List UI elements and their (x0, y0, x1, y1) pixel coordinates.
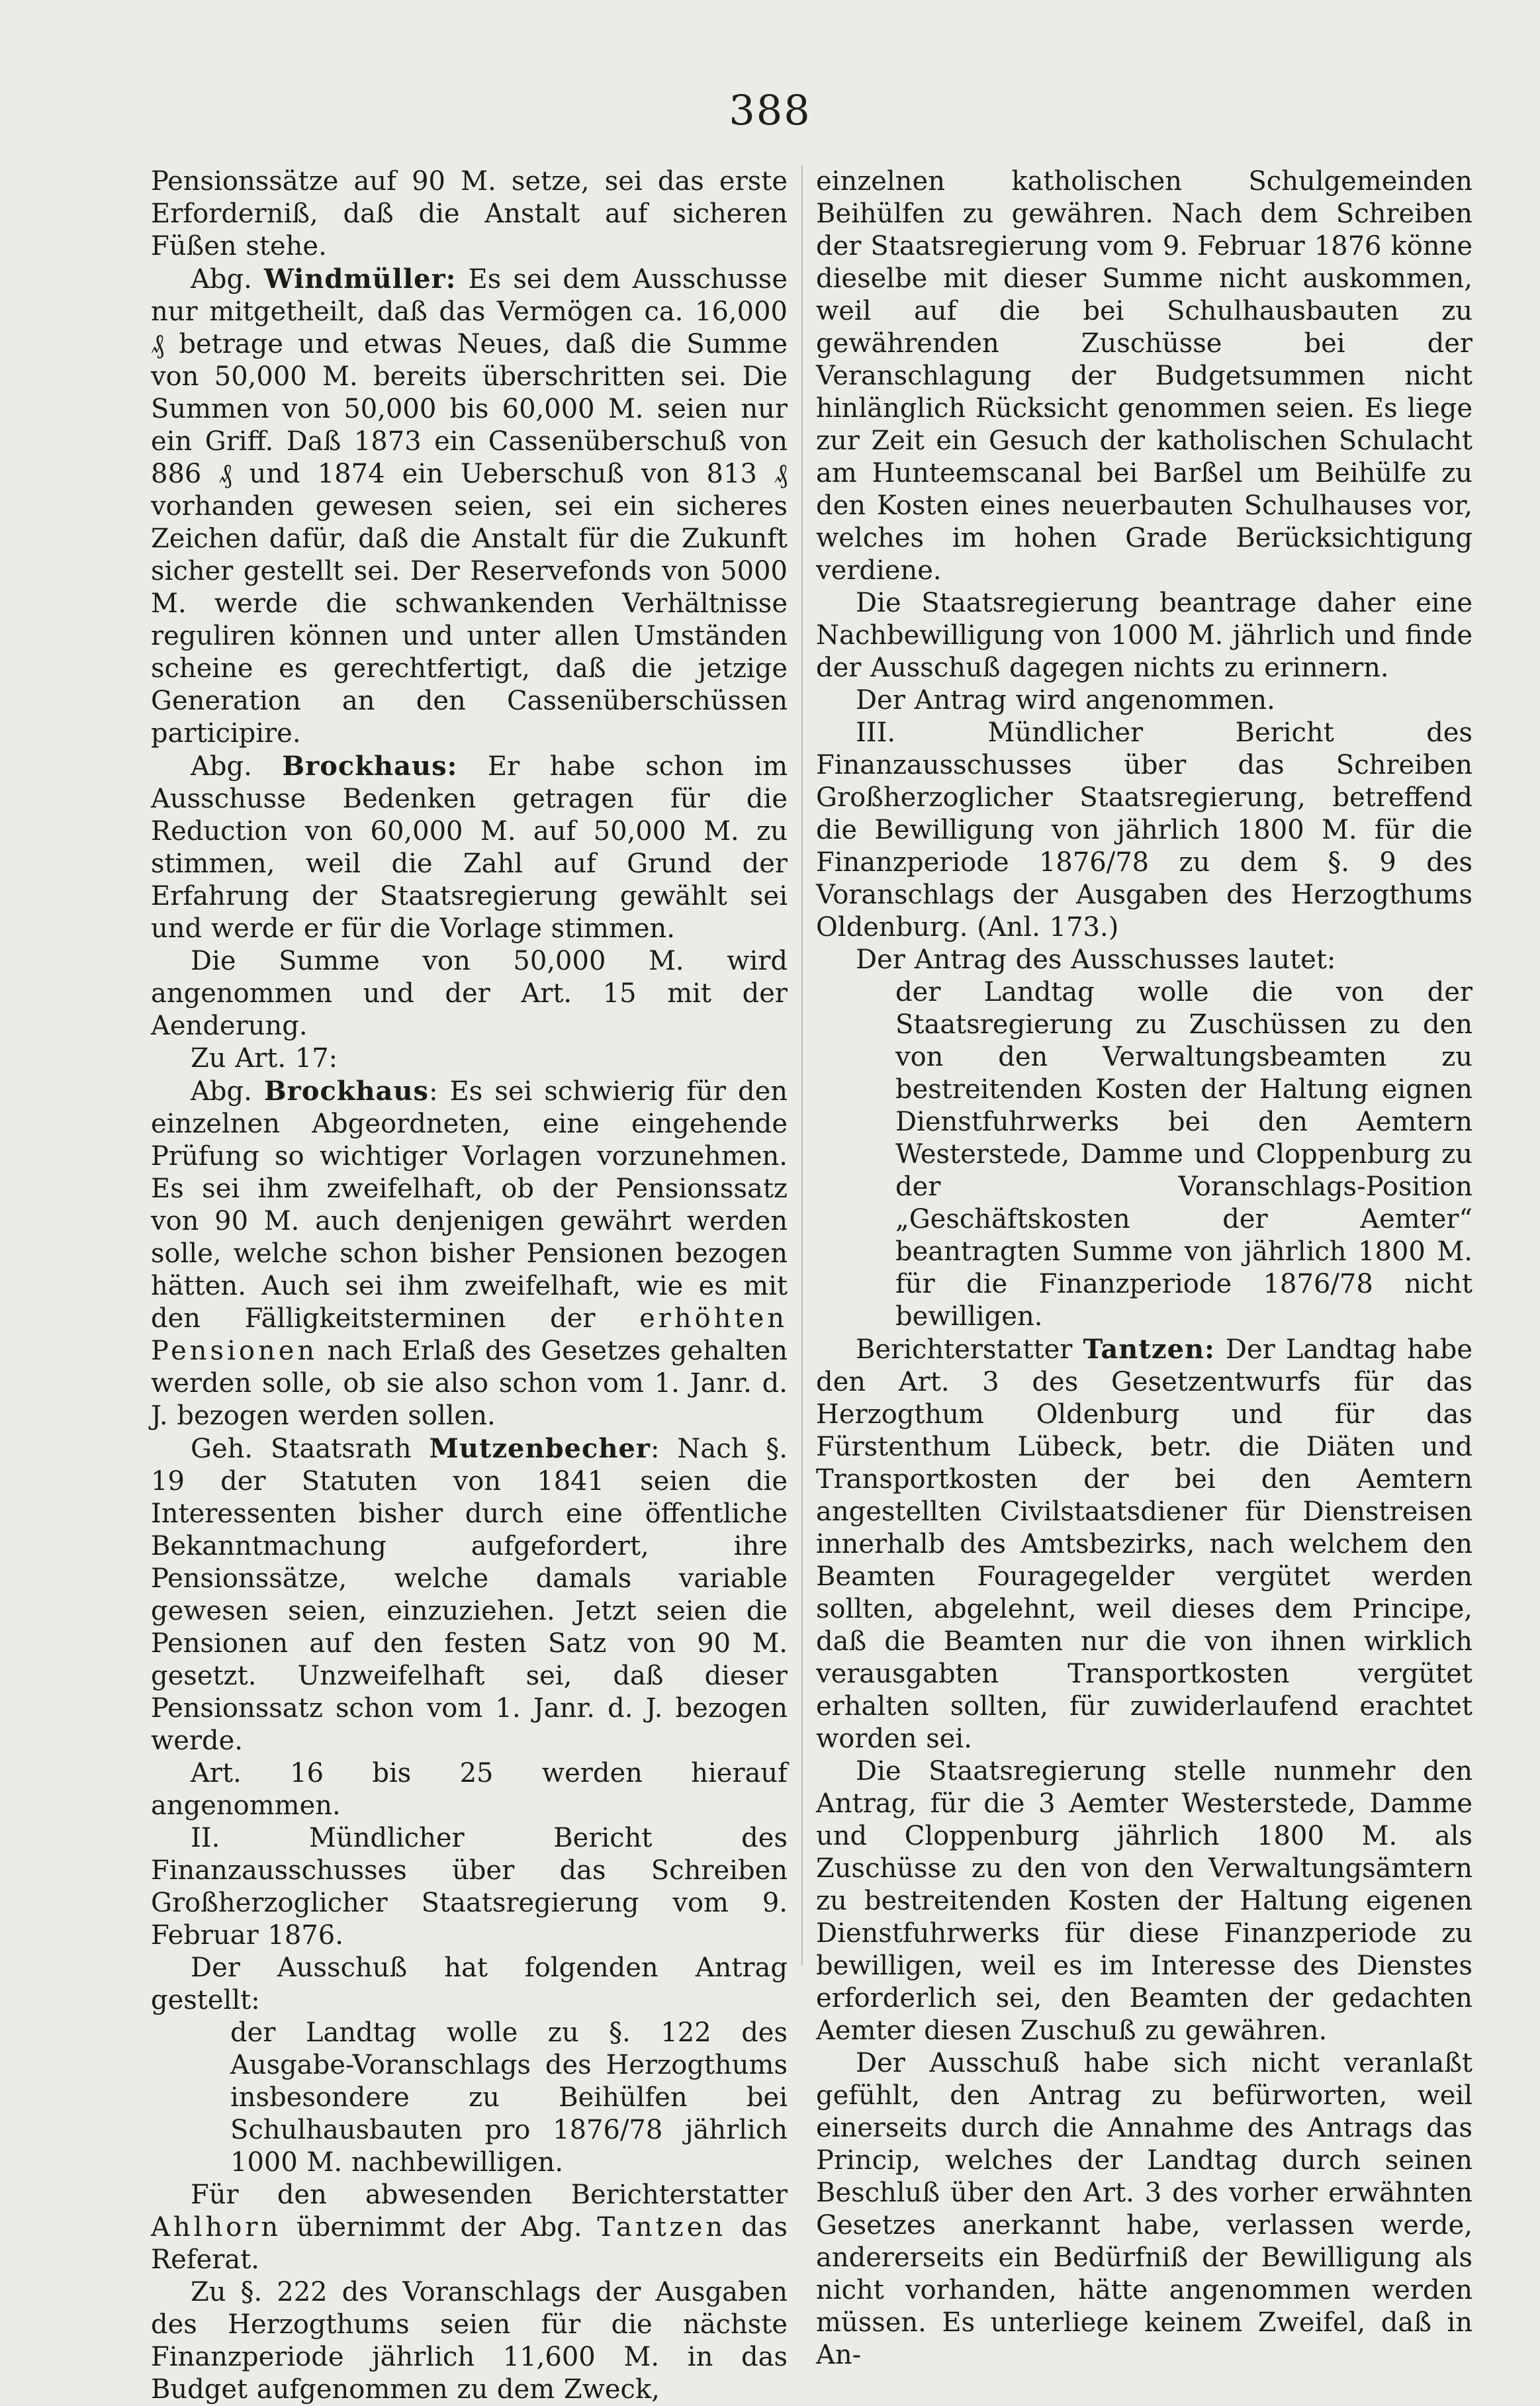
paragraph: Der Antrag wird angenommen. (856, 685, 1275, 716)
right-column (816, 165, 1472, 2372)
speaker-paragraph: Abg. Windmüller: Es sei dem Ausschusse nur mitgetheilt, daß das Vermögen ca. 16,000 ₰ betrage und etwas Neues, daß die Summe von 50,000 M. bereits überschritten sei. Die Summen von 50,000 bis 60,000 M. seien nur ein Griff. Daß 1873 ein Cassenüberschuß von 886 ₰ und 1874 ein Ueberschuß von 813 ₰ vorhanden gewesen seien, sei ein sicheres Zeichen dafür, daß die Anstalt für die Zukunft sicher gestellt sei. Der Reservefonds von 5000 M. werde die schwankenden Verhältnisse reguliren können und unter allen Umständen scheine es gerechtfertigt, daß die jetzige Generation an den Cassenüberschüssen participire. (151, 263, 788, 749)
paragraph: Art. 16 bis 25 werden hierauf angenommen. (151, 1758, 788, 1821)
speaker-name: Mutzenbecher (429, 1433, 651, 1464)
report-heading: III. Mündlicher Bericht des Finanzausschusses über das Schreiben Großherzoglicher Staatsregierung, betreffend die Bewilligung von jährlich 1800 M. für die Finanzperiode 1876/78 zu dem §. 9 des Voranschlags der Ausgaben des Herzogthums Oldenburg. (Anl. 173.) (816, 717, 1472, 943)
paragraph: Die Summe von 50,000 M. wird angenommen und der Art. 15 mit der Aenderung. (151, 946, 788, 1041)
speaker-name: Brockhaus: (282, 751, 458, 782)
motion-block: der Landtag wolle die von der Staatsregierung zu Zuschüssen zu den von den Verwaltungsbeamten zu bestreitenden Kosten der Haltung eignen Dienstfuhrwerks bei den Aemtern Westerstede, Damme und Cloppenburg zu der Voranschlags-Position „Geschäftskosten der Aemter“ beantragten Summe von jährlich 1800 M. für die Finanzperiode 1876/78 nicht bewilligen. (895, 977, 1472, 1332)
paragraph: Der Ausschuß habe sich nicht veranlaßt gefühlt, den Antrag zu befürworten, weil einerseits durch die Annahme des Antrags das Princip, welches der Landtag durch seinen Beschluß über den Art. 3 des vorher erwähnten Gesetzes anerkannt habe, verlassen werde, andererseits ein Bedürfniß der Bewilligung als nicht vorhanden, hätte angenommen werden müssen. Es unterliege keinem Zweifel, daß in An- (816, 2048, 1472, 2370)
paragraph: Die Staatsregierung stelle nunmehr den Antrag, für die 3 Aemter Westerstede, Damme und Cloppenburg jährlich 1800 M. als Zuschüsse zu den von den Verwaltungsämtern zu bestreitenden Kosten der Haltung eigenen Dienstfuhrwerks für diese Finanzperiode zu bewilligen, weil es im Interesse des Dienstes erforderlich sei, den Beamten der gedachten Aemter diesen Zuschuß zu gewähren. (816, 1756, 1472, 2046)
paragraph: Pensionssätze auf 90 M. setze, sei das erste Erforderniß, daß die Anstalt auf sicheren Füßen stehe. (151, 166, 788, 261)
paragraph: Der Ausschuß hat folgenden Antrag gestellt: (151, 1953, 788, 2015)
speaker-name: Tantzen: (1083, 1334, 1215, 1365)
paragraph: Für den abwesenden Berichterstatter Ahlhorn übernimmt der Abg. Tantzen das Referat. (151, 2180, 788, 2275)
column-divider (801, 165, 803, 1966)
emphasized-text: Tantzen (597, 2212, 727, 2243)
motion-block: der Landtag wolle zu §. 122 des Ausgabe-Voranschlags des Herzogthums insbesondere zu Beihülfen bei Schulhausbauten pro 1876/78 jährlich 1000 M. nachbewilligen. (230, 2017, 788, 2178)
paragraph: Zu §. 222 des Voranschlags der Ausgaben des Herzogthums seien für die nächste Finanzperiode jährlich 11,600 M. in das Budget aufgenommen zu dem Zweck, (151, 2277, 788, 2405)
left-column (151, 165, 788, 2406)
section-label: Zu Art. 17: (191, 1043, 338, 1074)
paragraph: Die Staatsregierung beantrage daher eine Nachbewilligung von 1000 M. jährlich und finde der Ausschuß dagegen nichts zu erinnern. (816, 588, 1472, 683)
page-number: 388 (729, 86, 811, 134)
speaker-name: Windmüller: (263, 263, 457, 295)
report-heading: II. Mündlicher Bericht des Finanzausschusses über das Schreiben Großherzoglicher Staatsregierung vom 9. Februar 1876. (151, 1823, 788, 1951)
speaker-paragraph: Geh. Staatsrath Mutzenbecher: Nach §. 19 der Statuten von 1841 seien die Interessenten bisher durch eine öffentliche Bekanntmachung aufgefordert, ihre Pensionssätze, welche damals variable gewesen seien, einzuziehen. Jetzt seien die Pensionen auf den festen Satz von 90 M. gesetzt. Unzweifelhaft sei, daß dieser Pensionssatz schon vom 1. Janr. d. J. bezogen werde. (151, 1433, 788, 1756)
emphasized-text: Ahlhorn (151, 2212, 282, 2243)
emphasized-text: erhöhten Pensionen (151, 1303, 788, 1366)
paragraph: einzelnen katholischen Schulgemeinden Beihülfen zu gewähren. Nach dem Schreiben der Staatsregierung vom 9. Februar 1876 könne dieselbe mit dieser Summe nicht auskommen, weil auf die bei Schulhausbauten zu gewährenden Zuschüsse bei der Veranschlagung der Budgetsummen nicht hinlänglich Rücksicht genommen seien. Es liege zur Zeit ein Gesuch der katholischen Schulacht am Hunteemscanal bei Barßel um Beihülfe zu den Kosten eines neuerbauten Schulhauses vor, welches im hohen Grade Berücksichtigung verdiene. (816, 166, 1472, 586)
speaker-name: Brockhaus (263, 1076, 430, 1107)
speaker-paragraph: Abg. Brockhaus: Es sei schwierig für den einzelnen Abgeordneten, eine eingehende Prüfung so wichtiger Vorlagen vorzunehmen. Es sei ihm zweifelhaft, ob der Pensionssatz von 90 M. auch denjenigen gewährt werden solle, welche schon bisher Pensionen bezogen hätten. Auch sei ihm zweifelhaft, wie es mit den Fälligkeitsterminen der erhöhten Pensionen nach Erlaß des Gesetzes gehalten werden solle, ob sie also schon vom 1. Janr. d. J. bezogen werden sollen. (151, 1076, 788, 1431)
speaker-paragraph: Abg. Brockhaus: Er habe schon im Ausschusse Bedenken getragen für die Reduction von 60,000 M. auf 50,000 M. zu stimmen, weil die Zahl auf Grund der Erfahrung der Staatsregierung gewählt sei und werde er für die Vorlage stimmen. (151, 751, 788, 944)
speaker-paragraph: Berichterstatter Tantzen: Der Landtag habe den Art. 3 des Gesetzentwurfs für das Herzogthum Oldenburg und für das Fürstenthum Lübeck, betr. die Diäten und Transportkosten der bei den Aemtern angestellten Civilstaatsdiener für Dienstreisen innerhalb des Amtsbezirks, nach welchem den Beamten Fouragegelder vergütet werden sollten, abgelehnt, weil dieses dem Principe, daß die Beamten nur die von ihnen wirklich verausgabten Transportkosten vergütet erhalten sollten, für zuwiderlaufend erachtet worden sei. (816, 1334, 1473, 1754)
paragraph: Der Antrag des Ausschusses lautet: (856, 945, 1336, 975)
